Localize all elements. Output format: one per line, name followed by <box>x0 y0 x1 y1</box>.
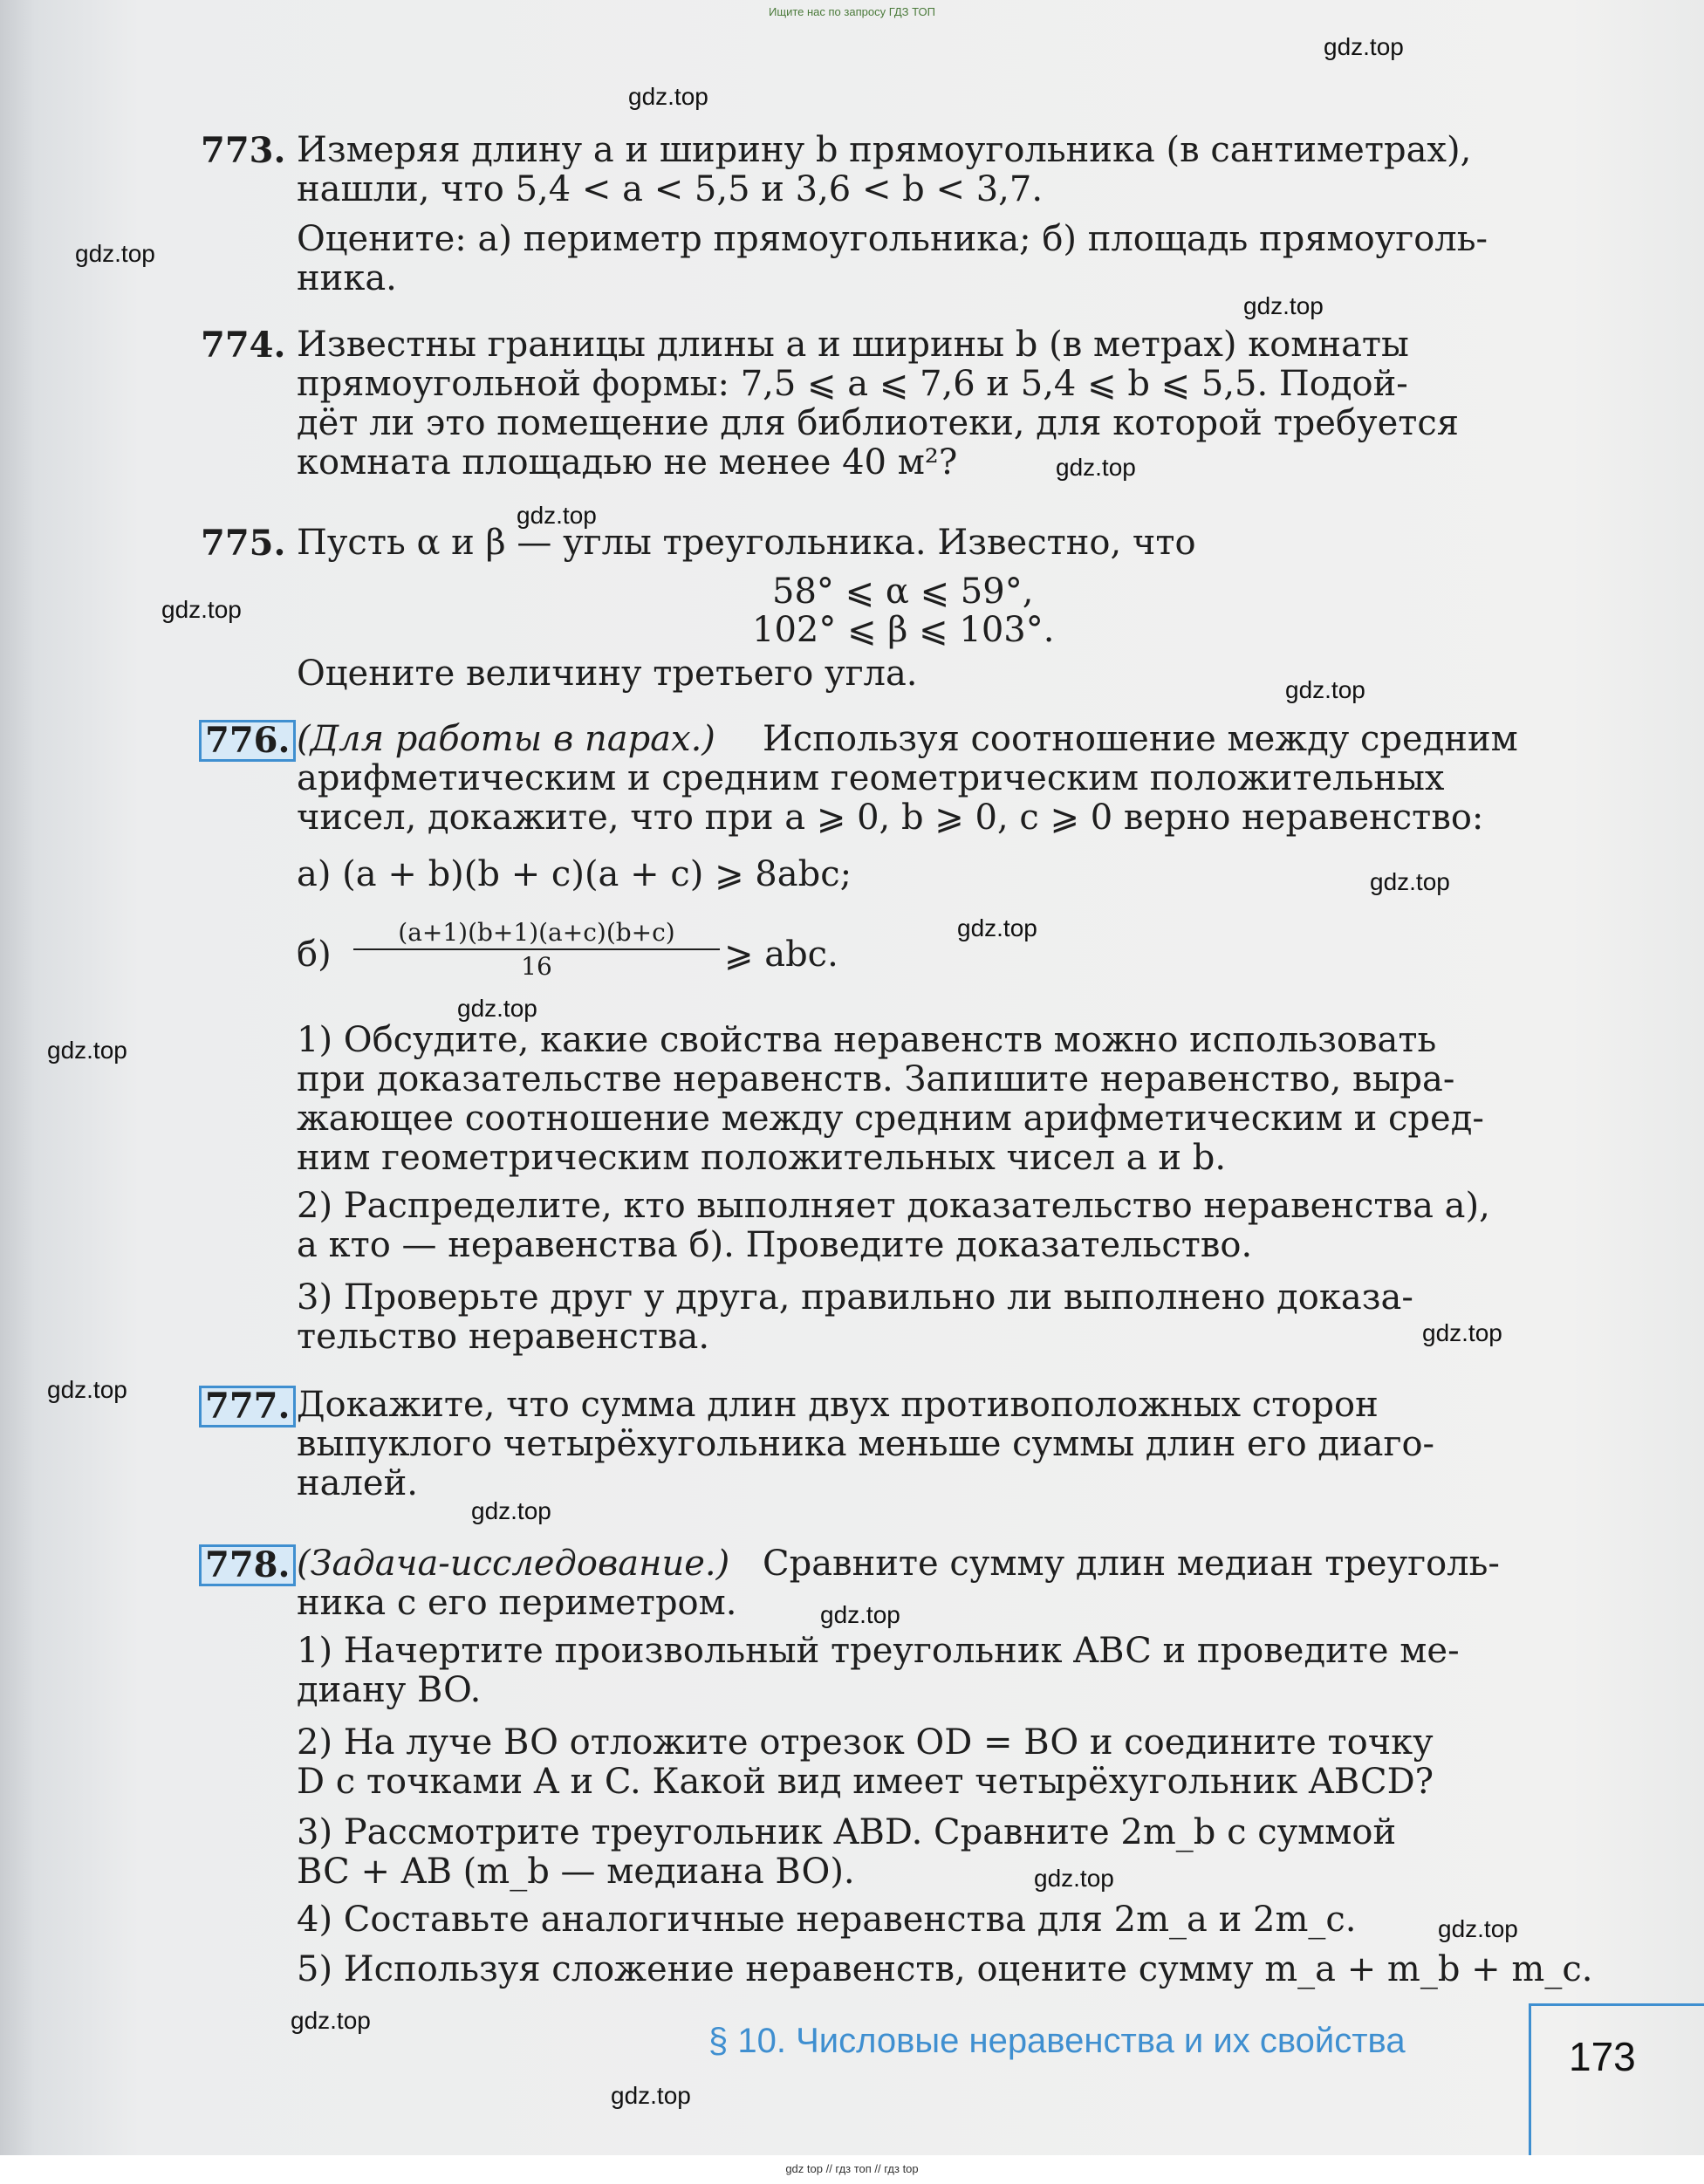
problem-line: чисел, докажите, что при a ⩾ 0, b ⩾ 0, c ⩾ 0 верно неравенство: <box>297 798 1484 838</box>
watermark: gdz.top <box>1422 1319 1502 1346</box>
top-note: Ищите нас по запросу ГДЗ ТОП <box>769 5 935 18</box>
problem-line: Измеряя длину a и ширину b прямоугольника (в сантиметрах), <box>297 130 1472 170</box>
problem-line: дёт ли это помещение для библиотеки, для которой требуется <box>297 403 1460 443</box>
problem-line: Пусть α и β — углы треугольника. Известно, что <box>297 523 1196 563</box>
problem-line: Докажите, что сумма длин двух противоположных сторон <box>297 1385 1379 1425</box>
problem-line: ника с его периметром. <box>297 1583 737 1623</box>
problem-number: 773. <box>201 130 286 171</box>
problem-line: 1) Начертите произвольный треугольник ABC и проведите ме- <box>297 1631 1460 1671</box>
problem-line: 2) На луче BO отложите отрезок OD = BO и соедините точку <box>297 1722 1434 1763</box>
problem-line: диану BO. <box>297 1670 482 1710</box>
page-number: 173 <box>1569 2034 1636 2079</box>
problem-intro: (Для работы в парах.) <box>297 719 715 759</box>
watermark: gdz.top <box>611 2082 691 2109</box>
watermark: gdz.top <box>1438 1915 1518 1942</box>
watermark: gdz.top <box>457 995 537 1022</box>
problem-number: 776. <box>199 720 296 762</box>
watermark: gdz.top <box>1243 292 1324 319</box>
problem-line: арифметическим и средним геометрическим положительных <box>297 758 1445 798</box>
problem-line: ника. <box>297 258 397 298</box>
watermark: gdz.top <box>47 1376 127 1403</box>
watermark: gdz.top <box>820 1601 900 1628</box>
problem-number: 778. <box>199 1544 296 1586</box>
problem-line: а) (a + b)(b + c)(a + c) ⩾ 8abc; <box>297 854 852 894</box>
problem-line: 58° ⩽ α ⩽ 59°, <box>772 572 1034 612</box>
problem-line: нашли, что 5,4 < a < 5,5 и 3,6 < b < 3,7. <box>297 169 1044 209</box>
problem-line: прямоугольной формы: 7,5 ⩽ a ⩽ 7,6 и 5,4 ⩽ b ⩽ 5,5. Подой- <box>297 364 1408 404</box>
problem-number: 774. <box>201 325 286 366</box>
problem-line: 102° ⩽ β ⩽ 103°. <box>752 610 1055 650</box>
bottom-note: gdz top // гдз топ // гдз top <box>785 2162 919 2175</box>
problem-line: 3) Рассмотрите треугольник ABD. Сравните 2m_b с суммой <box>297 1812 1397 1852</box>
watermark: gdz.top <box>628 83 708 110</box>
problem-line: Оцените: а) периметр прямоугольника; б) площадь прямоуголь- <box>297 219 1488 259</box>
problem-line: Оцените величину третьего угла. <box>297 654 918 694</box>
watermark: gdz.top <box>957 914 1037 941</box>
problem-line: 2) Распределите, кто выполняет доказательство неравенства а), <box>297 1186 1490 1226</box>
problem-line: жающее соотношение между средним арифметическим и сред- <box>297 1099 1484 1139</box>
fraction-denominator: 16 <box>521 952 552 981</box>
problem-line: D с точками A и C. Какой вид имеет четырёхугольник ABCD? <box>297 1762 1434 1802</box>
problem-line: 1) Обсудите, какие свойства неравенств можно использовать <box>297 1020 1437 1060</box>
watermark: gdz.top <box>161 596 242 623</box>
watermark: gdz.top <box>1285 676 1365 703</box>
problem-line: BC + AB (m_b — медиана BO). <box>297 1852 855 1892</box>
problem-intro: (Задача-исследование.) <box>297 1544 730 1584</box>
problem-number: 775. <box>201 523 286 564</box>
watermark: gdz.top <box>47 1037 127 1064</box>
fraction-numerator: (a+1)(b+1)(a+c)(b+c) <box>398 918 675 947</box>
fraction-bar <box>353 948 720 950</box>
watermark: gdz.top <box>1370 868 1450 895</box>
watermark: gdz.top <box>75 240 155 267</box>
problem-line: б) <box>297 935 332 975</box>
problem-number: 777. <box>199 1386 296 1427</box>
problem-line: выпуклого четырёхугольника меньше суммы длин его диаго- <box>297 1424 1435 1464</box>
problem-line: 4) Составьте аналогичные неравенства для 2m_a и 2m_c. <box>297 1900 1357 1940</box>
problem-line: тельство неравенства. <box>297 1317 710 1357</box>
section-title: § 10. Числовые неравенства и их свойства <box>708 2022 1406 2060</box>
watermark: gdz.top <box>471 1497 551 1524</box>
watermark: gdz.top <box>517 502 597 529</box>
problem-line: Используя соотношение между средним <box>763 719 1518 759</box>
page-corner-rule <box>1529 2003 1531 2155</box>
problem-line: а кто — неравенства б). Проведите доказательство. <box>297 1225 1253 1265</box>
problem-line: ним геометрическим положительных чисел a и b. <box>297 1138 1227 1178</box>
page-corner-rule <box>1529 2003 1704 2006</box>
watermark: gdz.top <box>1324 33 1404 60</box>
watermark: gdz.top <box>291 2007 371 2034</box>
problem-line: комната площадью не менее 40 м²? <box>297 442 958 483</box>
problem-line: Известны границы длины a и ширины b (в метрах) комнаты <box>297 325 1409 365</box>
problem-line: Сравните сумму длин медиан треуголь- <box>763 1544 1500 1584</box>
watermark: gdz.top <box>1056 454 1136 481</box>
watermark: gdz.top <box>1034 1865 1114 1892</box>
problem-line: 5) Используя сложение неравенств, оцените сумму m_a + m_b + m_c. <box>297 1949 1593 1989</box>
problem-line: 3) Проверьте друг у друга, правильно ли выполнено доказа- <box>297 1277 1413 1318</box>
problem-line: при доказательстве неравенств. Запишите неравенство, выра- <box>297 1059 1455 1099</box>
problem-line: налей. <box>297 1463 418 1503</box>
problem-line: ⩾ abc. <box>724 935 838 975</box>
fraction <box>353 918 720 981</box>
